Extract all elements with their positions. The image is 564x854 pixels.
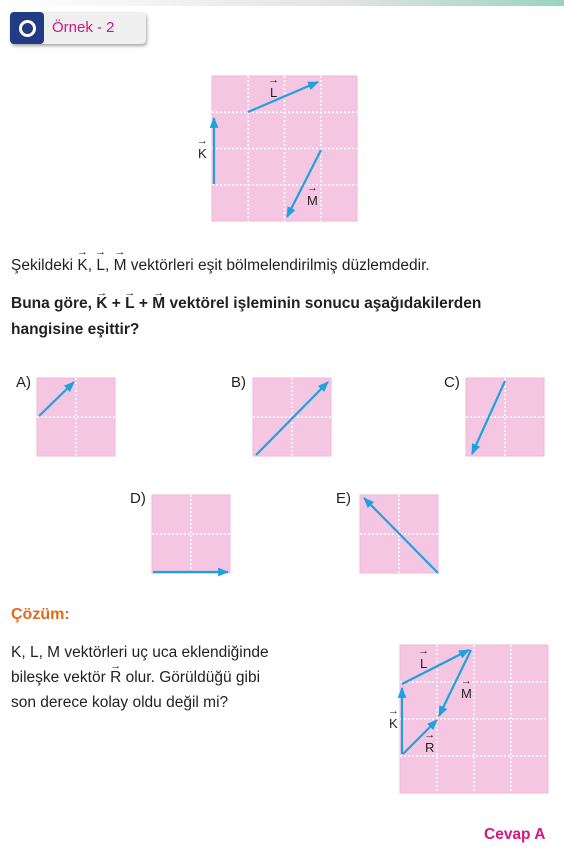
solution-label-k: → K xyxy=(389,716,398,731)
circle-ring-icon xyxy=(10,12,44,44)
option-c-label[interactable]: C) xyxy=(444,374,460,391)
option-d-label[interactable]: D) xyxy=(130,490,146,507)
option-d-figure[interactable] xyxy=(150,493,234,577)
answer-label: Cevap A xyxy=(484,826,546,843)
option-a-figure[interactable] xyxy=(35,376,119,460)
option-b-label[interactable]: B) xyxy=(231,374,246,391)
label-l: → L xyxy=(270,85,277,100)
solution-vector-figure xyxy=(395,640,555,800)
header-decor-bar xyxy=(0,0,564,6)
option-a-label[interactable]: A) xyxy=(16,374,31,391)
option-e-label[interactable]: E) xyxy=(336,490,351,507)
option-c-figure[interactable] xyxy=(464,376,548,460)
solution-label-l: → L xyxy=(420,656,427,671)
example-title: Örnek - 2 xyxy=(52,19,115,36)
solution-heading: Çözüm: xyxy=(11,606,70,623)
label-m: → M xyxy=(307,193,318,208)
intro-text: Şekildeki → K, → L, → M vektörleri eşit bölmelendirilmiş düzlemdedir. xyxy=(11,257,430,275)
solution-label-r: → R xyxy=(425,740,434,755)
label-k: → K xyxy=(198,146,207,161)
main-vector-figure xyxy=(190,70,380,235)
solution-text: K, L, M vektörleri uç uca eklendiğinde bileşke vektör → R olur. Görüldüğü gibi son derece kolay oldu değil mi? xyxy=(11,640,341,715)
option-e-figure[interactable] xyxy=(358,493,442,577)
question-text: Buna göre, → K + → L + → M vektörel işleminin sonucu aşağıdakilerden hangisine eşittir? xyxy=(11,291,481,343)
option-b-figure[interactable] xyxy=(251,376,335,460)
solution-label-m: → M xyxy=(461,686,472,701)
